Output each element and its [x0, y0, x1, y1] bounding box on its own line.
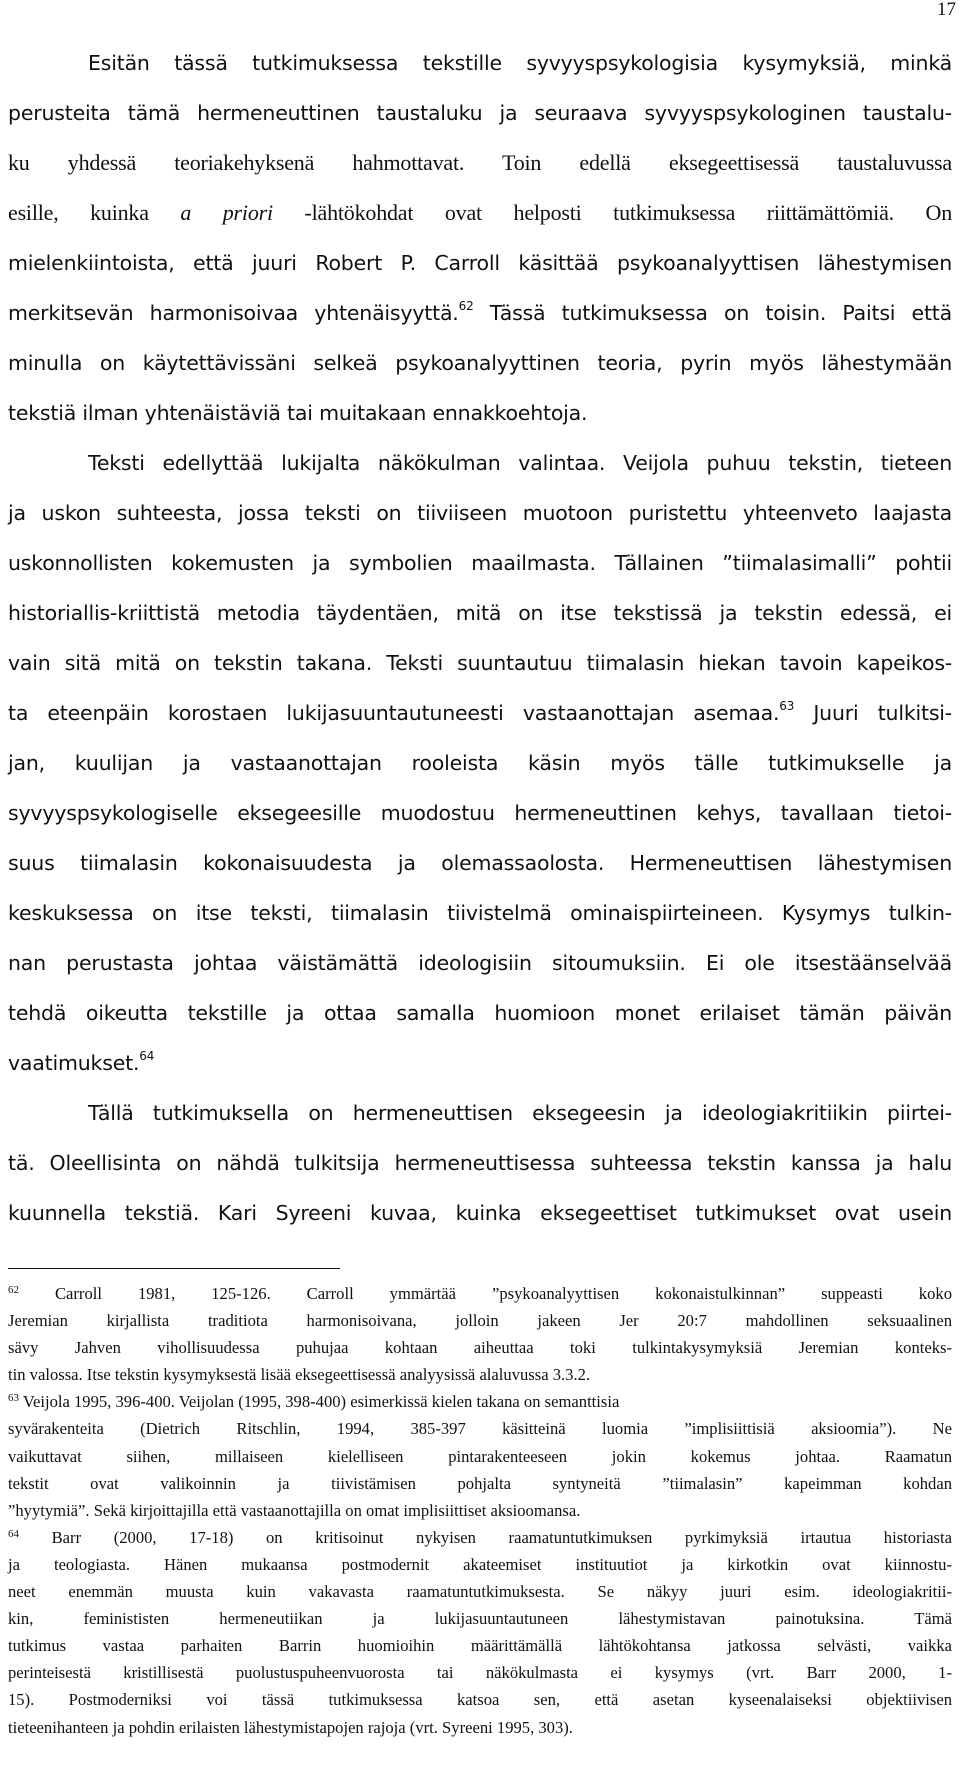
- text-line: [8, 388, 952, 438]
- text-run: historiallis-kriittistä metodia täydentäen, mitä on itse tekstissä ja tekstin edessä, ei: [8, 601, 952, 625]
- footnote-line: [8, 1524, 952, 1551]
- text-line: [8, 688, 952, 738]
- footnote-reference: 63: [779, 699, 795, 713]
- text-run: tin valossa. Itse tekstin kysymyksestä lisää eksegeettisessä analyysissä alaluvussa 3.3.2.: [8, 1365, 591, 1385]
- text-line: [8, 1088, 952, 1138]
- text-run: syvyyspsykologiselle eksegeesille muodostuu hermeneuttinen kehys, tavallaan tietoi-: [8, 801, 952, 825]
- footnote-line: [8, 1686, 952, 1713]
- text-line: [8, 138, 952, 188]
- footnote-line: [8, 1714, 952, 1741]
- footnote: [8, 1280, 952, 1388]
- text-run: minulla on käytettävissäni selkeä psykoanalyyttinen teoria, pyrin myös lähestymään: [8, 351, 952, 375]
- footnote-separator: [8, 1268, 340, 1269]
- footnote-line: [8, 1307, 952, 1334]
- text-run: Barr (2000, 17-18) on kritisoinut nykyisen raamatuntutkimuksen pyrkimyksiä irtautua historiasta: [19, 1527, 952, 1547]
- text-run: vaikuttavat siihen, millaiseen kielelliseen pintarakenteeseen jokin kokemus johtaa. Raamatun: [8, 1446, 952, 1466]
- text-run: a priori: [180, 200, 273, 225]
- text-run: esille, kuinka: [8, 200, 181, 225]
- text-run: tä. Oleellisinta on nähdä tulkitsija hermeneuttisessa suhteessa tekstin kanssa ja halu: [8, 1151, 952, 1175]
- text-run: Tällä tutkimuksella on hermeneuttisen eksegeesin ja ideologiakritiikin piirtei-: [88, 1101, 952, 1125]
- paragraph: [8, 1088, 952, 1238]
- footnote-reference: 64: [139, 1049, 155, 1063]
- text-run: Juuri tulkitsi-: [794, 701, 952, 725]
- text-run: Teksti edellyttää lukijalta näkökulman valintaa. Veijola puhuu tekstin, tieteen: [88, 451, 952, 475]
- text-line: [8, 638, 952, 688]
- text-run: ”hyytymiä”. Sekä kirjoittajilla että vastaanottajilla on omat implisiittiset aksioomansa.: [8, 1500, 581, 1520]
- text-run: suus tiimalasin kokonaisuudesta ja olemassaolosta. Hermeneuttisen lähestymisen: [8, 851, 952, 875]
- text-line: [8, 288, 952, 338]
- text-run: jan, kuulijan ja vastaanottajan rooleista käsin myös tälle tutkimukselle ja: [8, 751, 952, 775]
- footnote-line: [8, 1280, 952, 1307]
- text-run: uskonnollisten kokemusten ja symbolien maailmasta. Tällainen ”tiimalasimalli” pohtii: [8, 551, 952, 575]
- text-run: kin, feminististen hermeneutiikan ja lukijasuuntautuneen lähestymistavan painotuksina. Tämä: [8, 1609, 952, 1629]
- text-line: [8, 838, 952, 888]
- text-run: Jeremian kirjallista traditiota harmonisoivana, jolloin jakeen Jer 20:7 mahdollinen seksuaalinen: [8, 1311, 952, 1331]
- footnote-line: [8, 1659, 952, 1686]
- text-run: tehdä oikeutta tekstille ja ottaa samalla huomioon monet erilaiset tämän päivän: [8, 1001, 952, 1025]
- footnote-line: [8, 1388, 952, 1415]
- text-run: 15). Postmoderniksi voi tässä tutkimuksessa katsoa sen, että asetan kyseenalaiseksi objektiivisen: [8, 1690, 952, 1710]
- text-run: Carroll 1981, 125-126. Carroll ymmärtää ”psykoanalyyttisen kokonaistulkinnan” suppeasti koko: [19, 1284, 952, 1303]
- text-run: Tässä tutkimuksessa on toisin. Paitsi että: [473, 301, 953, 325]
- text-run: Esitän tässä tutkimuksessa tekstille syvyyspsykologisia kysymyksiä, minkä: [88, 51, 952, 75]
- footnote: [8, 1524, 952, 1741]
- text-run: ta eteenpäin korostaen lukijasuuntautuneesti vastaanottajan asemaa.: [8, 701, 780, 725]
- text-line: [8, 188, 952, 238]
- text-line: [8, 888, 952, 938]
- text-run: merkitsevän harmonisoivaa yhtenäisyyttä.: [8, 301, 459, 325]
- text-line: [8, 38, 952, 88]
- text-run: tekstiä ilman yhtenäistäviä tai muitakaan ennakkoehtoja.: [8, 401, 588, 425]
- text-run: vaatimukset.: [8, 1051, 140, 1075]
- page-number: 17: [937, 0, 956, 20]
- footnote-line: [8, 1578, 952, 1605]
- text-run: nan perustasta johtaa väistämättä ideologisiin sitoumuksiin. Ei ole itsestäänselvää: [8, 951, 952, 975]
- text-line: [8, 738, 952, 788]
- text-run: neet enemmän muusta kuin vakavasta raamatuntutkimuksesta. Se näkyy juuri esim. ideologiakritii-: [8, 1582, 952, 1602]
- text-line: [8, 988, 952, 1038]
- text-run: syvärakenteita (Dietrich Ritschlin, 1994, 385-397 käsitteinä luomia ”implisiittisiä aksioomia”). Ne: [8, 1419, 952, 1439]
- text-run: tekstit ovat valikoinnin ja tiivistämisen pohjalta syntyneitä ”tiimalasin” kapeimman kohdan: [8, 1473, 952, 1493]
- text-line: [8, 538, 952, 588]
- footnote-line: [8, 1470, 952, 1497]
- text-line: [8, 438, 952, 488]
- text-line: [8, 938, 952, 988]
- footnote-line: [8, 1497, 952, 1524]
- text-run: -lähtökohdat ovat helposti tutkimuksessa riittämättömiä. On: [272, 200, 952, 225]
- text-line: [8, 788, 952, 838]
- footnote-reference: 64: [8, 1527, 19, 1540]
- text-run: tieteenihanteen ja pohdin erilaisten lähestymistapojen rajoja (vrt. Syreeni 1995, 303).: [8, 1717, 573, 1737]
- footnote-reference: 63: [8, 1392, 19, 1405]
- text-run: Veijola 1995, 396-400. Veijolan (1995, 398-400) esimerkissä kielen takana on semanttisia: [19, 1392, 620, 1412]
- text-line: [8, 1038, 952, 1088]
- text-line: [8, 588, 952, 638]
- text-run: sävy Jahven vihollisuudessa puhujaa kohtaan aiheuttaa toki tulkintakysymyksiä Jeremian konteks-: [8, 1338, 952, 1358]
- footnote-line: [8, 1334, 952, 1361]
- footnote-line: [8, 1361, 952, 1388]
- footnote-line: [8, 1605, 952, 1632]
- text-line: [8, 1138, 952, 1188]
- footnote-line: [8, 1551, 952, 1578]
- footnote-line: [8, 1443, 952, 1470]
- text-run: vain sitä mitä on tekstin takana. Teksti suuntautuu tiimalasin hiekan tavoin kapeikos-: [8, 651, 952, 675]
- text-line: [8, 88, 952, 138]
- footnote-reference: 62: [458, 299, 474, 313]
- text-line: [8, 238, 952, 288]
- text-run: mielenkiintoista, että juuri Robert P. Carroll käsittää psykoanalyyttisen lähestymisen: [8, 251, 952, 275]
- text-run: ja teologiasta. Hänen mukaansa postmodernit akateemiset instituutiot ja kirkotkin ovat kiinnostu-: [8, 1554, 952, 1574]
- paragraph: [8, 38, 952, 438]
- footnote: [8, 1388, 952, 1523]
- footnotes: [8, 1280, 952, 1741]
- text-run: perusteita tämä hermeneuttinen taustaluku ja seuraava syvyyspsykologinen taustalu-: [8, 101, 952, 125]
- text-run: perinteisestä kristillisestä puolustuspuheenvuorosta tai näkökulmasta ei kysymys (vrt. Barr 2000, 1-: [8, 1663, 952, 1683]
- body-text: [8, 38, 952, 1238]
- text-run: ku yhdessä teoriakehyksenä hahmottavat. Toin edellä eksegeettisessä taustaluvussa: [8, 150, 952, 175]
- footnote-reference: 62: [8, 1284, 19, 1296]
- text-line: [8, 488, 952, 538]
- text-run: tutkimus vastaa parhaiten Barrin huomioihin määrittämällä lähtökohtansa jatkossa selvästi, vaikka: [8, 1636, 952, 1656]
- footnote-line: [8, 1415, 952, 1442]
- paragraph: [8, 438, 952, 1088]
- text-run: ja uskon suhteesta, jossa teksti on tiiviiseen muotoon puristettu yhteenveto laajasta: [8, 501, 952, 525]
- text-line: [8, 338, 952, 388]
- text-run: keskuksessa on itse teksti, tiimalasin tiivistelmä ominaispiirteineen. Kysymys tulkin-: [8, 901, 952, 925]
- text-line: [8, 1188, 952, 1238]
- footnote-line: [8, 1632, 952, 1659]
- text-run: kuunnella tekstiä. Kari Syreeni kuvaa, kuinka eksegeettiset tutkimukset ovat usein: [8, 1201, 952, 1225]
